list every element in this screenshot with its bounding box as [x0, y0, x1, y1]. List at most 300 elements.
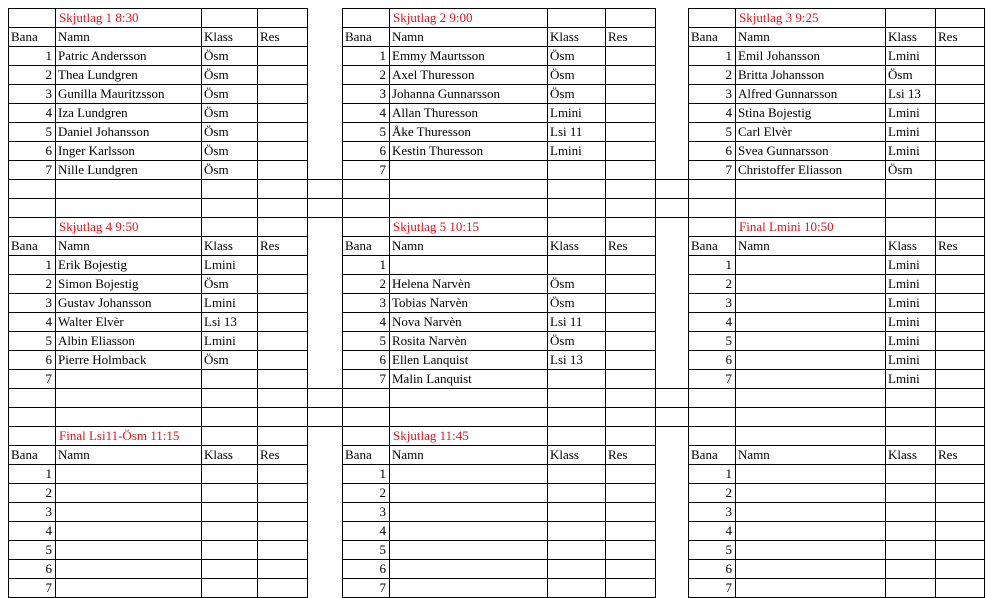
lane-number[interactable]: 2	[9, 66, 56, 85]
empty-cell[interactable]	[9, 199, 56, 218]
empty-cell[interactable]	[202, 389, 258, 408]
block-title[interactable]: Skjutlag 4 9:50	[56, 218, 202, 237]
header-name[interactable]: Namn	[736, 28, 886, 47]
title-empty-cell[interactable]	[886, 427, 936, 446]
lane-number[interactable]: 7	[689, 579, 736, 598]
shooter-name[interactable]: Gunilla Mauritzsson	[56, 85, 202, 104]
shooter-name[interactable]: Alfred Gunnarsson	[736, 85, 886, 104]
shooter-class[interactable]: Lmini	[886, 370, 936, 389]
empty-cell[interactable]	[343, 408, 390, 427]
lane-number[interactable]: 7	[689, 370, 736, 389]
shooter-class[interactable]: Ösm	[202, 47, 258, 66]
empty-cell[interactable]	[548, 408, 606, 427]
lane-number[interactable]: 3	[689, 503, 736, 522]
shooter-class[interactable]: Lmini	[886, 142, 936, 161]
shooter-name[interactable]	[56, 465, 202, 484]
shooter-class[interactable]	[548, 541, 606, 560]
shooter-name[interactable]: Erik Bojestig	[56, 256, 202, 275]
shooter-result[interactable]	[258, 85, 308, 104]
empty-cell[interactable]	[656, 408, 689, 427]
shooter-class[interactable]: Ösm	[548, 275, 606, 294]
shooter-name[interactable]	[56, 503, 202, 522]
empty-cell[interactable]	[9, 180, 56, 199]
shooter-class[interactable]: Ösm	[886, 161, 936, 180]
header-result[interactable]: Res	[258, 237, 308, 256]
shooter-class[interactable]: Lsi 11	[548, 123, 606, 142]
shooter-name[interactable]: Allan Thuresson	[390, 104, 548, 123]
shooter-class[interactable]: Ösm	[202, 85, 258, 104]
shooter-name[interactable]: Emil Johansson	[736, 47, 886, 66]
header-result[interactable]: Res	[936, 237, 985, 256]
shooter-name[interactable]: Johanna Gunnarsson	[390, 85, 548, 104]
shooter-result[interactable]	[606, 503, 656, 522]
block-title[interactable]: Final Lsi11-Ösm 11:15	[56, 427, 202, 446]
shooter-name[interactable]: Pierre Holmback	[56, 351, 202, 370]
lane-number[interactable]: 4	[689, 522, 736, 541]
shooter-class[interactable]	[886, 541, 936, 560]
lane-number[interactable]: 7	[343, 161, 390, 180]
header-class[interactable]: Klass	[548, 237, 606, 256]
header-name[interactable]: Namn	[56, 28, 202, 47]
block-title[interactable]: Skjutlag 2 9:00	[390, 9, 548, 28]
shooter-name[interactable]	[390, 484, 548, 503]
shooter-result[interactable]	[258, 560, 308, 579]
shooter-name[interactable]	[736, 579, 886, 598]
shooter-name[interactable]	[736, 465, 886, 484]
empty-cell[interactable]	[936, 199, 985, 218]
empty-cell[interactable]	[656, 180, 689, 199]
title-empty-cell[interactable]	[258, 9, 308, 28]
empty-cell[interactable]	[689, 180, 736, 199]
empty-cell[interactable]	[736, 199, 886, 218]
empty-cell[interactable]	[606, 199, 656, 218]
shooter-name[interactable]: Ellen Lanquist	[390, 351, 548, 370]
header-result[interactable]: Res	[258, 28, 308, 47]
title-empty-cell[interactable]	[606, 427, 656, 446]
header-name[interactable]: Namn	[56, 237, 202, 256]
lane-number[interactable]: 7	[343, 579, 390, 598]
shooter-class[interactable]: Ösm	[548, 85, 606, 104]
header-class[interactable]: Klass	[202, 446, 258, 465]
shooter-result[interactable]	[258, 541, 308, 560]
empty-cell[interactable]	[308, 180, 343, 199]
shooter-result[interactable]	[936, 465, 985, 484]
shooter-result[interactable]	[606, 66, 656, 85]
shooter-name[interactable]: Stina Bojestig	[736, 104, 886, 123]
header-name[interactable]: Namn	[390, 28, 548, 47]
empty-cell[interactable]	[308, 199, 343, 218]
shooter-name[interactable]: Britta Johansson	[736, 66, 886, 85]
shooter-class[interactable]	[202, 484, 258, 503]
shooter-name[interactable]	[56, 560, 202, 579]
title-empty-cell[interactable]	[606, 9, 656, 28]
lane-number[interactable]: 3	[9, 294, 56, 313]
header-result[interactable]: Res	[258, 446, 308, 465]
shooter-class[interactable]	[202, 522, 258, 541]
lane-number[interactable]: 5	[689, 123, 736, 142]
lane-number[interactable]: 4	[9, 104, 56, 123]
title-empty-cell[interactable]	[202, 427, 258, 446]
shooter-class[interactable]: Lmini	[202, 294, 258, 313]
shooter-name[interactable]	[736, 484, 886, 503]
empty-cell[interactable]	[308, 408, 343, 427]
header-result[interactable]: Res	[606, 446, 656, 465]
header-name[interactable]: Namn	[390, 446, 548, 465]
shooter-result[interactable]	[936, 351, 985, 370]
shooter-result[interactable]	[936, 560, 985, 579]
lane-number[interactable]: 6	[9, 560, 56, 579]
shooter-result[interactable]	[606, 370, 656, 389]
shooter-class[interactable]: Lsi 13	[886, 85, 936, 104]
lane-number[interactable]: 4	[343, 313, 390, 332]
shooter-result[interactable]	[258, 351, 308, 370]
shooter-class[interactable]: Lmini	[886, 332, 936, 351]
shooter-class[interactable]	[886, 465, 936, 484]
title-empty-cell[interactable]	[9, 427, 56, 446]
shooter-class[interactable]	[202, 579, 258, 598]
shooter-name[interactable]	[736, 503, 886, 522]
lane-number[interactable]: 1	[9, 465, 56, 484]
title-empty-cell[interactable]	[258, 218, 308, 237]
empty-cell[interactable]	[202, 408, 258, 427]
shooter-result[interactable]	[936, 85, 985, 104]
shooter-result[interactable]	[258, 275, 308, 294]
empty-cell[interactable]	[936, 180, 985, 199]
shooter-class[interactable]: Ösm	[202, 351, 258, 370]
shooter-name[interactable]: Malin Lanquist	[390, 370, 548, 389]
lane-number[interactable]: 2	[9, 484, 56, 503]
shooter-class[interactable]	[548, 370, 606, 389]
header-class[interactable]: Klass	[548, 28, 606, 47]
shooter-class[interactable]: Lmini	[548, 142, 606, 161]
shooter-name[interactable]: Axel Thuresson	[390, 66, 548, 85]
empty-cell[interactable]	[689, 408, 736, 427]
shooter-class[interactable]: Lmini	[886, 313, 936, 332]
shooter-name[interactable]	[390, 579, 548, 598]
empty-cell[interactable]	[9, 389, 56, 408]
shooter-class[interactable]: Lmini	[548, 104, 606, 123]
shooter-name[interactable]: Svea Gunnarsson	[736, 142, 886, 161]
shooter-name[interactable]	[736, 294, 886, 313]
empty-cell[interactable]	[56, 389, 202, 408]
shooter-result[interactable]	[606, 313, 656, 332]
shooter-name[interactable]	[390, 161, 548, 180]
shooter-name[interactable]: Carl Elvèr	[736, 123, 886, 142]
empty-cell[interactable]	[886, 180, 936, 199]
shooter-name[interactable]: Christoffer Eliasson	[736, 161, 886, 180]
lane-number[interactable]: 4	[9, 313, 56, 332]
shooter-result[interactable]	[936, 123, 985, 142]
lane-number[interactable]: 5	[9, 123, 56, 142]
shooter-result[interactable]	[258, 313, 308, 332]
shooter-result[interactable]	[606, 484, 656, 503]
shooter-class[interactable]: Lmini	[202, 256, 258, 275]
shooter-name[interactable]	[736, 541, 886, 560]
empty-cell[interactable]	[886, 408, 936, 427]
shooter-class[interactable]: Lmini	[886, 256, 936, 275]
empty-cell[interactable]	[606, 180, 656, 199]
lane-number[interactable]: 7	[9, 161, 56, 180]
shooter-result[interactable]	[936, 313, 985, 332]
shooter-class[interactable]	[886, 503, 936, 522]
lane-number[interactable]: 5	[9, 541, 56, 560]
lane-number[interactable]: 6	[689, 351, 736, 370]
shooter-class[interactable]	[886, 579, 936, 598]
block-title[interactable]: Skjutlag 1 8:30	[56, 9, 202, 28]
shooter-class[interactable]	[548, 522, 606, 541]
shooter-result[interactable]	[606, 560, 656, 579]
shooter-class[interactable]: Ösm	[548, 47, 606, 66]
shooter-name[interactable]: Gustav Johansson	[56, 294, 202, 313]
shooter-name[interactable]	[736, 522, 886, 541]
header-lane[interactable]: Bana	[689, 446, 736, 465]
lane-number[interactable]: 1	[689, 47, 736, 66]
lane-number[interactable]: 1	[689, 465, 736, 484]
shooter-result[interactable]	[258, 256, 308, 275]
shooter-class[interactable]	[548, 465, 606, 484]
lane-number[interactable]: 6	[689, 142, 736, 161]
shooter-class[interactable]	[202, 541, 258, 560]
lane-number[interactable]: 6	[9, 351, 56, 370]
shooter-result[interactable]	[258, 123, 308, 142]
lane-number[interactable]: 6	[689, 560, 736, 579]
empty-cell[interactable]	[56, 408, 202, 427]
header-lane[interactable]: Bana	[343, 446, 390, 465]
empty-cell[interactable]	[548, 389, 606, 408]
shooter-name[interactable]: Daniel Johansson	[56, 123, 202, 142]
empty-cell[interactable]	[343, 389, 390, 408]
title-empty-cell[interactable]	[606, 218, 656, 237]
shooter-class[interactable]: Lmini	[886, 275, 936, 294]
empty-cell[interactable]	[606, 408, 656, 427]
shooter-class[interactable]	[886, 560, 936, 579]
shooter-class[interactable]	[886, 522, 936, 541]
empty-cell[interactable]	[548, 199, 606, 218]
shooter-result[interactable]	[258, 332, 308, 351]
shooter-name[interactable]: Albin Eliasson	[56, 332, 202, 351]
empty-cell[interactable]	[548, 180, 606, 199]
shooter-result[interactable]	[606, 541, 656, 560]
title-empty-cell[interactable]	[689, 218, 736, 237]
lane-number[interactable]: 3	[343, 503, 390, 522]
title-empty-cell[interactable]	[548, 218, 606, 237]
empty-cell[interactable]	[936, 389, 985, 408]
block-title[interactable]: Final Lmini 10:50	[736, 218, 886, 237]
shooter-name[interactable]	[56, 484, 202, 503]
title-empty-cell[interactable]	[343, 9, 390, 28]
shooter-result[interactable]	[606, 465, 656, 484]
lane-number[interactable]: 2	[343, 66, 390, 85]
shooter-result[interactable]	[606, 294, 656, 313]
empty-cell[interactable]	[886, 389, 936, 408]
shooter-name[interactable]	[56, 541, 202, 560]
lane-number[interactable]: 3	[689, 85, 736, 104]
empty-cell[interactable]	[9, 408, 56, 427]
title-empty-cell[interactable]	[343, 218, 390, 237]
lane-number[interactable]: 4	[343, 522, 390, 541]
shooter-name[interactable]	[736, 313, 886, 332]
empty-cell[interactable]	[936, 408, 985, 427]
shooter-name[interactable]: Walter Elvèr	[56, 313, 202, 332]
header-result[interactable]: Res	[936, 446, 985, 465]
shooter-name[interactable]: Rosita Narvèn	[390, 332, 548, 351]
header-class[interactable]: Klass	[886, 446, 936, 465]
shooter-name[interactable]	[390, 465, 548, 484]
shooter-name[interactable]: Kestin Thuresson	[390, 142, 548, 161]
title-empty-cell[interactable]	[689, 9, 736, 28]
header-lane[interactable]: Bana	[689, 28, 736, 47]
shooter-name[interactable]: Patric Andersson	[56, 47, 202, 66]
shooter-name[interactable]	[390, 503, 548, 522]
shooter-result[interactable]	[936, 294, 985, 313]
shooter-result[interactable]	[936, 142, 985, 161]
shooter-class[interactable]: Lsi 13	[202, 313, 258, 332]
shooter-class[interactable]: Lsi 13	[548, 351, 606, 370]
title-empty-cell[interactable]	[936, 427, 985, 446]
lane-number[interactable]: 1	[343, 47, 390, 66]
shooter-name[interactable]	[736, 560, 886, 579]
empty-cell[interactable]	[656, 389, 689, 408]
shooter-result[interactable]	[936, 104, 985, 123]
shooter-name[interactable]: Nille Lundgren	[56, 161, 202, 180]
empty-cell[interactable]	[308, 389, 343, 408]
shooter-name[interactable]: Simon Bojestig	[56, 275, 202, 294]
lane-number[interactable]: 6	[343, 351, 390, 370]
lane-number[interactable]: 2	[343, 484, 390, 503]
shooter-name[interactable]	[390, 522, 548, 541]
empty-cell[interactable]	[258, 199, 308, 218]
shooter-name[interactable]: Tobias Narvèn	[390, 294, 548, 313]
shooter-result[interactable]	[606, 522, 656, 541]
shooter-result[interactable]	[606, 161, 656, 180]
header-result[interactable]: Res	[606, 28, 656, 47]
shooter-result[interactable]	[258, 104, 308, 123]
empty-cell[interactable]	[390, 408, 548, 427]
shooter-result[interactable]	[258, 484, 308, 503]
lane-number[interactable]: 1	[343, 465, 390, 484]
title-empty-cell[interactable]	[258, 427, 308, 446]
shooter-result[interactable]	[606, 104, 656, 123]
title-empty-cell[interactable]	[548, 9, 606, 28]
shooter-class[interactable]	[548, 484, 606, 503]
shooter-result[interactable]	[936, 522, 985, 541]
empty-cell[interactable]	[202, 199, 258, 218]
shooter-result[interactable]	[936, 66, 985, 85]
title-empty-cell[interactable]	[936, 218, 985, 237]
shooter-result[interactable]	[936, 47, 985, 66]
shooter-class[interactable]: Ösm	[202, 161, 258, 180]
shooter-class[interactable]: Lmini	[886, 294, 936, 313]
header-lane[interactable]: Bana	[9, 446, 56, 465]
header-name[interactable]: Namn	[56, 446, 202, 465]
shooter-name[interactable]	[736, 275, 886, 294]
block-title[interactable]	[736, 427, 886, 446]
empty-cell[interactable]	[606, 389, 656, 408]
empty-cell[interactable]	[656, 199, 689, 218]
lane-number[interactable]: 4	[343, 104, 390, 123]
lane-number[interactable]: 1	[343, 256, 390, 275]
title-empty-cell[interactable]	[9, 218, 56, 237]
lane-number[interactable]: 7	[689, 161, 736, 180]
shooter-name[interactable]: Emmy Maurtsson	[390, 47, 548, 66]
lane-number[interactable]: 4	[9, 522, 56, 541]
empty-cell[interactable]	[343, 180, 390, 199]
lane-number[interactable]: 2	[9, 275, 56, 294]
lane-number[interactable]: 3	[9, 85, 56, 104]
empty-cell[interactable]	[56, 199, 202, 218]
lane-number[interactable]: 3	[343, 85, 390, 104]
header-lane[interactable]: Bana	[689, 237, 736, 256]
title-empty-cell[interactable]	[936, 9, 985, 28]
lane-number[interactable]: 5	[689, 541, 736, 560]
header-class[interactable]: Klass	[202, 237, 258, 256]
shooter-name[interactable]	[390, 560, 548, 579]
shooter-result[interactable]	[936, 161, 985, 180]
lane-number[interactable]: 7	[9, 579, 56, 598]
shooter-name[interactable]	[736, 370, 886, 389]
shooter-class[interactable]: Lmini	[202, 332, 258, 351]
header-lane[interactable]: Bana	[9, 237, 56, 256]
shooter-result[interactable]	[258, 522, 308, 541]
lane-number[interactable]: 5	[9, 332, 56, 351]
shooter-result[interactable]	[258, 142, 308, 161]
lane-number[interactable]: 3	[689, 294, 736, 313]
shooter-result[interactable]	[606, 47, 656, 66]
lane-number[interactable]: 1	[9, 47, 56, 66]
shooter-name[interactable]: Iza Lundgren	[56, 104, 202, 123]
empty-cell[interactable]	[258, 389, 308, 408]
shooter-name[interactable]	[736, 351, 886, 370]
shooter-result[interactable]	[258, 370, 308, 389]
shooter-result[interactable]	[606, 123, 656, 142]
shooter-result[interactable]	[606, 579, 656, 598]
header-name[interactable]: Namn	[736, 446, 886, 465]
block-title[interactable]: Skjutlag 11:45	[390, 427, 548, 446]
shooter-class[interactable]	[548, 579, 606, 598]
shooter-class[interactable]: Ösm	[202, 142, 258, 161]
shooter-result[interactable]	[606, 275, 656, 294]
shooter-name[interactable]: Helena Narvèn	[390, 275, 548, 294]
lane-number[interactable]: 6	[343, 560, 390, 579]
shooter-result[interactable]	[258, 503, 308, 522]
empty-cell[interactable]	[56, 180, 202, 199]
lane-number[interactable]: 2	[689, 275, 736, 294]
title-empty-cell[interactable]	[9, 9, 56, 28]
header-lane[interactable]: Bana	[9, 28, 56, 47]
shooter-class[interactable]: Lmini	[886, 104, 936, 123]
shooter-class[interactable]	[202, 465, 258, 484]
header-name[interactable]: Namn	[390, 237, 548, 256]
shooter-class[interactable]: Ösm	[202, 66, 258, 85]
shooter-result[interactable]	[936, 370, 985, 389]
empty-cell[interactable]	[202, 180, 258, 199]
lane-number[interactable]: 7	[343, 370, 390, 389]
shooter-result[interactable]	[936, 541, 985, 560]
empty-cell[interactable]	[736, 408, 886, 427]
shooter-class[interactable]: Lmini	[886, 123, 936, 142]
shooter-result[interactable]	[258, 294, 308, 313]
lane-number[interactable]: 7	[9, 370, 56, 389]
empty-cell[interactable]	[390, 199, 548, 218]
title-empty-cell[interactable]	[202, 218, 258, 237]
lane-number[interactable]: 2	[343, 275, 390, 294]
shooter-name[interactable]	[736, 256, 886, 275]
empty-cell[interactable]	[390, 180, 548, 199]
header-class[interactable]: Klass	[886, 28, 936, 47]
title-empty-cell[interactable]	[343, 427, 390, 446]
shooter-class[interactable]	[548, 560, 606, 579]
empty-cell[interactable]	[390, 389, 548, 408]
